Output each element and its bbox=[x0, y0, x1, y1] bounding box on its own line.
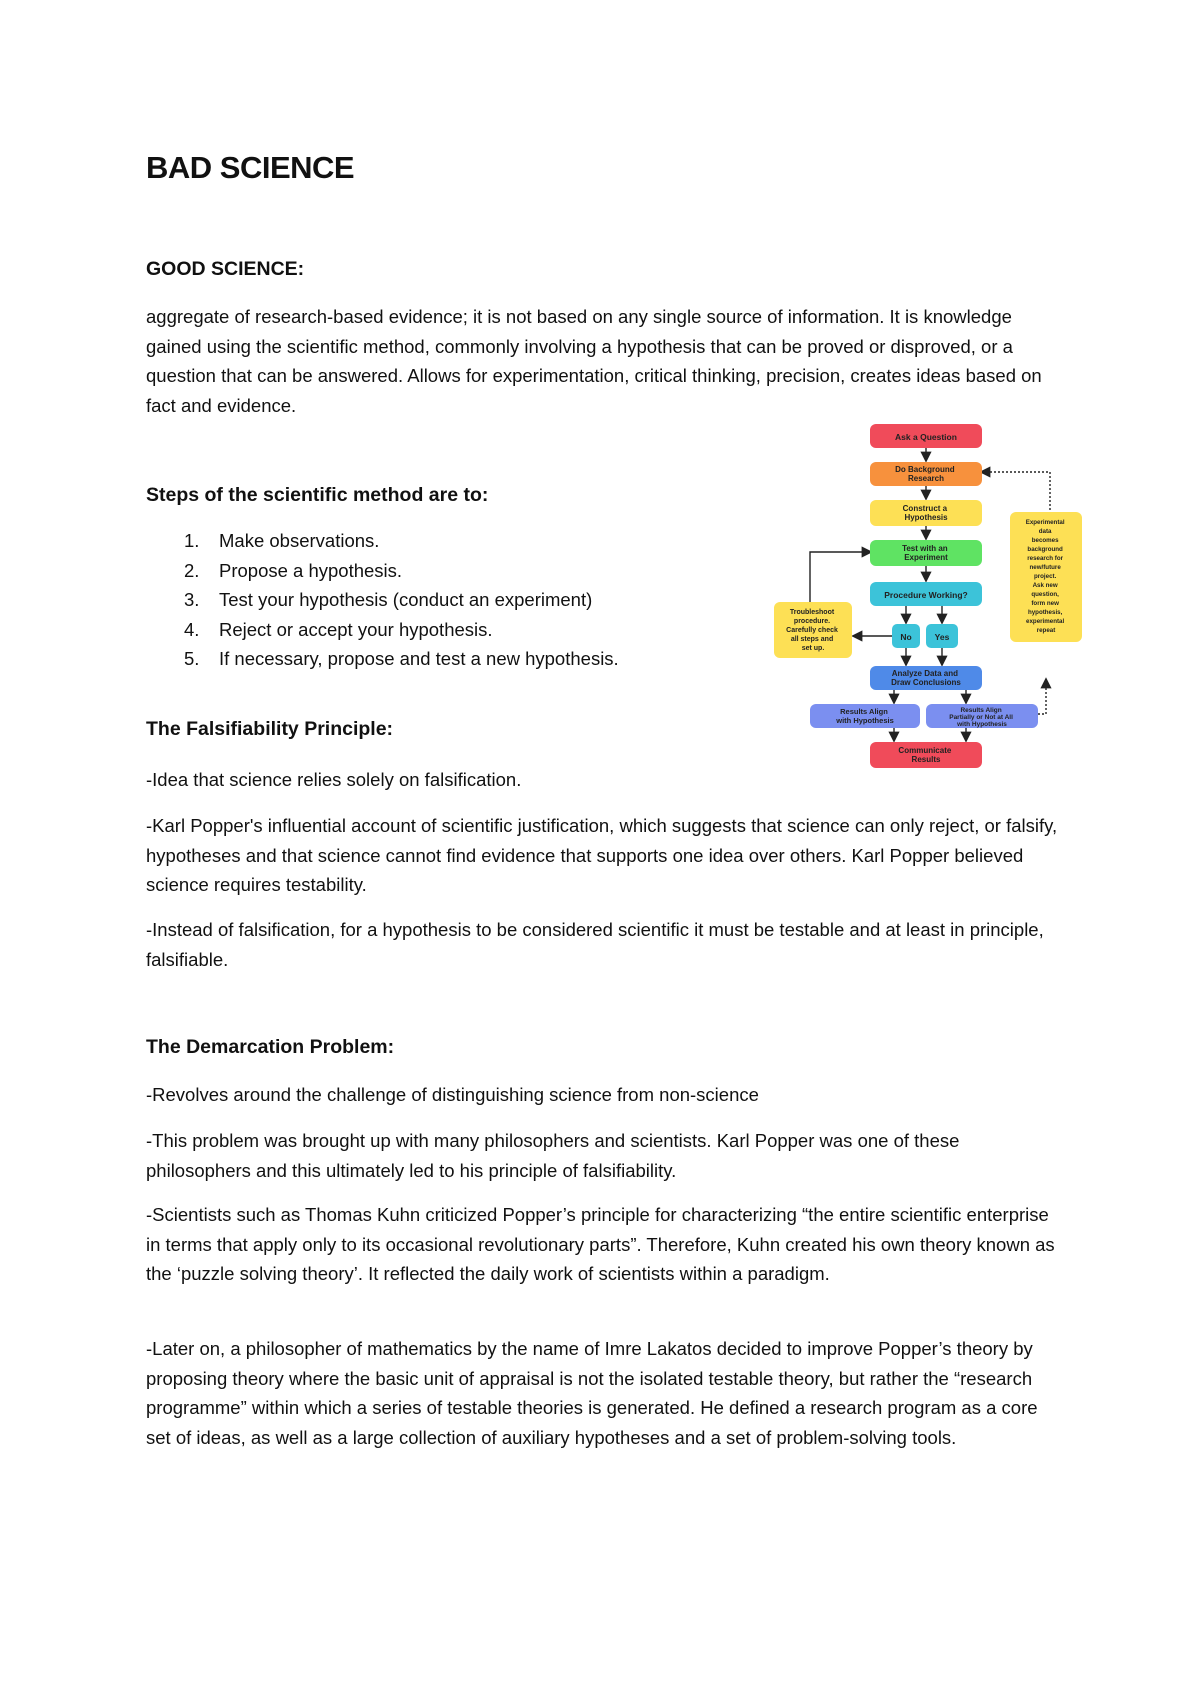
experimental-data-line: data bbox=[1038, 528, 1052, 535]
list-number: 3. bbox=[184, 589, 200, 610]
troubleshoot-line: set up. bbox=[801, 645, 825, 652]
experimental-data-line: background bbox=[1027, 546, 1063, 553]
list-item bbox=[146, 615, 706, 645]
results-partial-line: Results Align bbox=[960, 707, 1002, 714]
list-number: 1. bbox=[184, 530, 200, 551]
troubleshoot-line: all steps and bbox=[790, 636, 834, 643]
arrow bbox=[982, 472, 1050, 510]
list-number: 4. bbox=[184, 618, 200, 640]
results-align-label bbox=[835, 707, 894, 725]
results-align-line: with Hypothesis bbox=[836, 716, 894, 725]
list-item bbox=[146, 585, 706, 615]
demarcation-paragraph: -Scientists such as Thomas Kuhn criticized Popper’s principle for characterizing “the entire scientific enterprise in terms that apply only to its occasional revolutionary parts”. Therefore, Kuhn created his own theory known as the ‘puzzle solving theory’. It reflected the daily work of scientists within a paradigm. bbox=[146, 1204, 1055, 1284]
ask-question-label: Ask a Question bbox=[895, 432, 957, 442]
list-text: Propose a hypothesis. bbox=[219, 559, 403, 581]
yes-label: Yes bbox=[934, 632, 950, 642]
communicate-results-line: Results bbox=[911, 755, 941, 764]
scientific-method-flowchart bbox=[760, 410, 1090, 770]
list-text: Make observations. bbox=[219, 530, 380, 551]
experimental-data-line: experimental bbox=[1026, 618, 1065, 625]
steps-list bbox=[146, 526, 706, 674]
construct-hypothesis-line: Hypothesis bbox=[904, 513, 948, 522]
falsifiability-paragraph: -Instead of falsification, for a hypothesis to be considered scientific it must be testable and at least in principle, falsifiable. bbox=[146, 919, 1044, 970]
experimental-data-line: question, bbox=[1031, 591, 1059, 598]
experimental-data-line: becomes bbox=[1031, 537, 1059, 544]
document-title: BAD SCIENCE bbox=[146, 150, 355, 185]
demarcation-heading: The Demarcation Problem: bbox=[146, 1036, 395, 1058]
list-item bbox=[146, 644, 706, 674]
troubleshoot-line: procedure. bbox=[793, 618, 831, 625]
experimental-data-line: form new bbox=[1031, 600, 1059, 607]
falsifiability-heading: The Falsifiability Principle: bbox=[146, 718, 394, 740]
experimental-data-line: repeat bbox=[1036, 627, 1056, 634]
communicate-results-line: Communicate bbox=[898, 746, 952, 755]
demarcation-paragraph: -Revolves around the challenge of distinguishing science from non-science bbox=[146, 1084, 759, 1105]
test-experiment-label bbox=[902, 544, 950, 562]
background-research-line: Do Background bbox=[895, 465, 955, 474]
analyze-data-label bbox=[891, 669, 961, 687]
list-item bbox=[146, 526, 706, 556]
results-align-line: Results Align bbox=[840, 707, 888, 716]
list-text: Reject or accept your hypothesis. bbox=[219, 618, 493, 640]
list-item bbox=[146, 556, 706, 586]
experimental-data-line: Ask new bbox=[1032, 582, 1058, 589]
falsifiability-paragraph: -Karl Popper's influential account of scientific justification, which suggests that science can only reject, or falsify, hypotheses and that science cannot find evidence that supports one idea over others. Karl Popper believed science requires testability. bbox=[146, 815, 1058, 895]
list-number: 2. bbox=[184, 559, 200, 581]
falsifiability-paragraph: -Idea that science relies solely on falsification. bbox=[146, 769, 522, 790]
demarcation-paragraph: -Later on, a philosopher of mathematics by the name of Imre Lakatos decided to improve Popper’s theory by proposing theory where the basic unit of appraisal is not the isolated testable theory, but rather the “research programme” within which a series of testable theories is generated. He defined a research program as a core set of ideas, as well as a large collection of auxiliary hypotheses and a set of problem-solving tools. bbox=[146, 1338, 1038, 1448]
list-number: 5. bbox=[184, 648, 200, 669]
list-text: If necessary, propose and test a new hypothesis. bbox=[219, 648, 619, 669]
troubleshoot-line: Carefully check bbox=[786, 627, 838, 634]
good-science-body: aggregate of research-based evidence; it is not based on any single source of information. It is knowledge gained using the scientific method, commonly involving a hypothesis that can be proved or disproved, or a question that can be answered. Allows for experimentation, critical thinking, precision, creates ideas based on fact and evidence. bbox=[146, 306, 1042, 416]
experimental-data-line: Experimental bbox=[1025, 519, 1065, 526]
steps-heading: Steps of the scientific method are to: bbox=[146, 484, 489, 506]
results-partial-line: with Hypothesis bbox=[957, 721, 1007, 728]
procedure-working-label: Procedure Working? bbox=[884, 590, 968, 600]
experimental-data-line: new/future bbox=[1029, 564, 1061, 571]
construct-hypothesis-line: Construct a bbox=[902, 504, 948, 513]
experimental-data-line: hypothesis, bbox=[1027, 609, 1063, 616]
analyze-data-line: Analyze Data and bbox=[891, 669, 959, 678]
good-science-heading: GOOD SCIENCE: bbox=[146, 258, 305, 280]
no-label: No bbox=[900, 632, 912, 642]
experimental-data-line: project. bbox=[1033, 573, 1057, 580]
test-experiment-line: Experiment bbox=[904, 553, 948, 562]
construct-hypothesis-label bbox=[903, 504, 950, 522]
test-experiment-line: Test with an bbox=[902, 544, 948, 553]
experimental-data-line: research for bbox=[1027, 555, 1064, 562]
demarcation-paragraph: -This problem was brought up with many philosophers and scientists. Karl Popper was one of these philosophers and this ultimately led to his principle of falsifiability. bbox=[146, 1130, 960, 1181]
list-text: Test your hypothesis (conduct an experiment) bbox=[219, 589, 593, 610]
results-partial-line: Partially or Not at All bbox=[949, 714, 1013, 721]
analyze-data-line: Draw Conclusions bbox=[891, 678, 961, 687]
troubleshoot-line: Troubleshoot bbox=[789, 609, 835, 616]
background-research-line: Research bbox=[907, 474, 945, 483]
